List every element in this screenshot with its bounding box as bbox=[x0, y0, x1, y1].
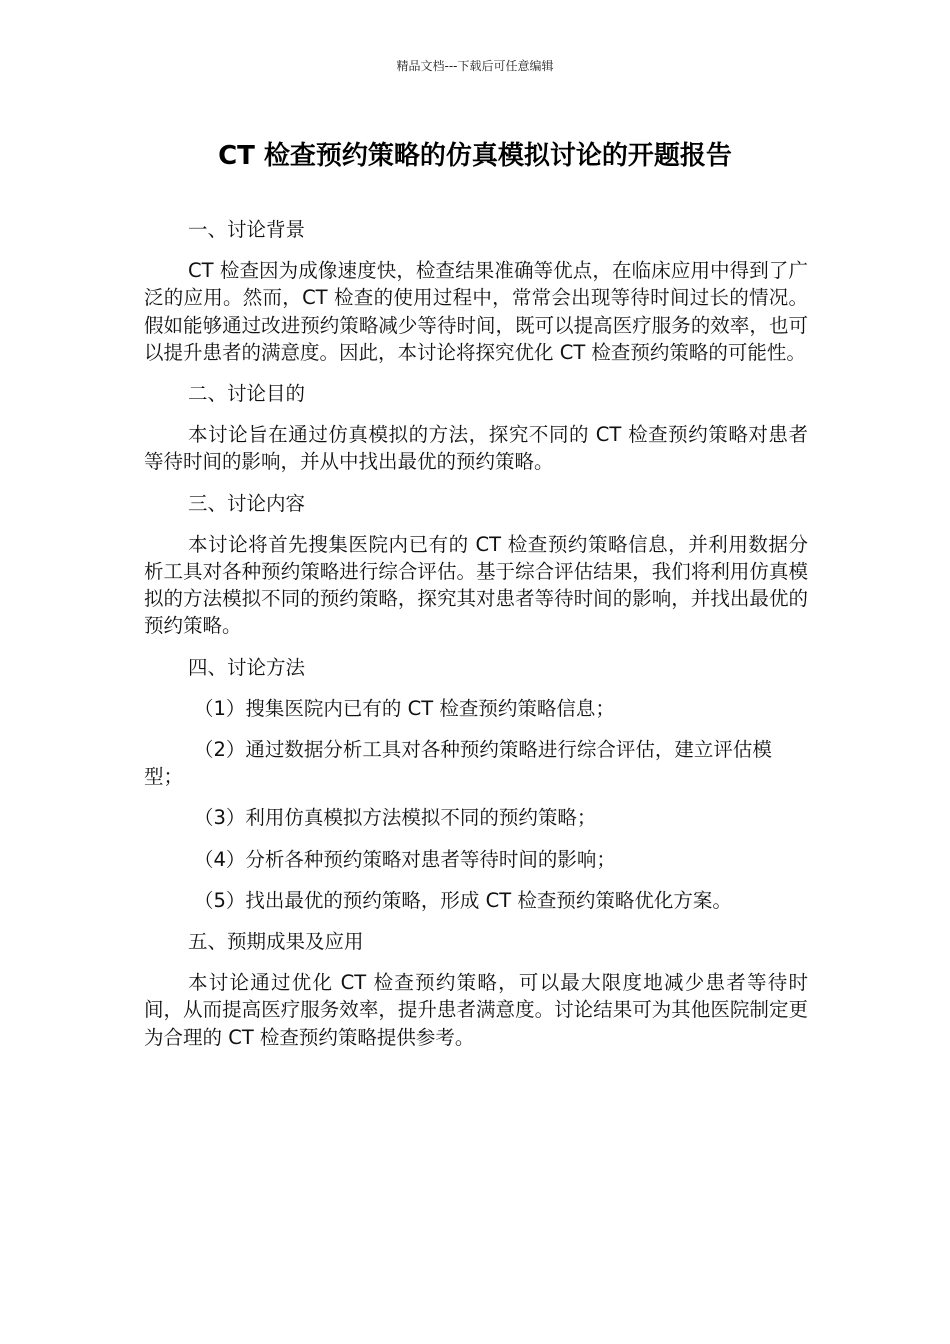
method-list-item: （2）通过数据分析工具对各种预约策略进行综合评估，建立评估模型； bbox=[144, 738, 772, 789]
section-heading: 三、讨论内容 bbox=[188, 491, 306, 515]
section-heading: 一、讨论背景 bbox=[188, 218, 306, 241]
method-list-item: （3）利用仿真模拟方法模拟不同的预约策略； bbox=[194, 806, 597, 830]
section-heading: 四、讨论方法 bbox=[188, 655, 306, 679]
section-background bbox=[144, 216, 808, 366]
paragraph: 本讨论通过优化 CT 检查预约策略，可以最大限度地减少患者等待时间，从而提高医疗服务效率，提升患者满意度。讨论结果可为其他医院制定更为合理的 CT 检查预约策略提供参考。 bbox=[144, 971, 808, 1049]
header-note: 精品文档---下载后可任意编辑 bbox=[396, 59, 554, 73]
document-title: CT 检查预约策略的仿真模拟讨论的开题报告 bbox=[218, 141, 732, 171]
section-heading: 五、预期成果及应用 bbox=[188, 930, 364, 954]
section-outcomes bbox=[144, 928, 808, 1051]
method-list-item: （1）搜集医院内已有的 CT 检查预约策略信息； bbox=[194, 696, 615, 720]
paragraph: 本讨论将首先搜集医院内已有的 CT 检查预约策略信息，并利用数据分析工具对各种预约策略进行综合评估。基于综合评估结果，我们将利用仿真模拟的方法模拟不同的预约策略，探究其对患者等待时间的影响，并找出最优的预约策略。 bbox=[144, 532, 808, 638]
paragraph: 本讨论旨在通过仿真模拟的方法，探究不同的 CT 检查预约策略对患者等待时间的影响，并从中找出最优的预约策略。 bbox=[144, 423, 808, 474]
section-content bbox=[144, 490, 808, 640]
section-methods bbox=[144, 654, 808, 914]
section-heading: 二、讨论目的 bbox=[188, 382, 306, 406]
method-list-item: （5）找出最优的预约策略，形成 CT 检查预约策略优化方案。 bbox=[194, 888, 732, 912]
section-purpose bbox=[144, 380, 808, 476]
paragraph: CT 检查因为成像速度快，检查结果准确等优点，在临床应用中得到了广泛的应用。然而，CT 检查的使用过程中，常常会出现等待时间过长的情况。假如能够通过改进预约策略减少等待时间，既可以提高医疗服务的效率，也可以提升患者的满意度。因此，本讨论将探究优化 CT 检查预约策略的可能性。 bbox=[144, 259, 808, 364]
document-body bbox=[144, 216, 808, 1065]
method-list-item: （4）分析各种预约策略对患者等待时间的影响； bbox=[194, 847, 616, 871]
